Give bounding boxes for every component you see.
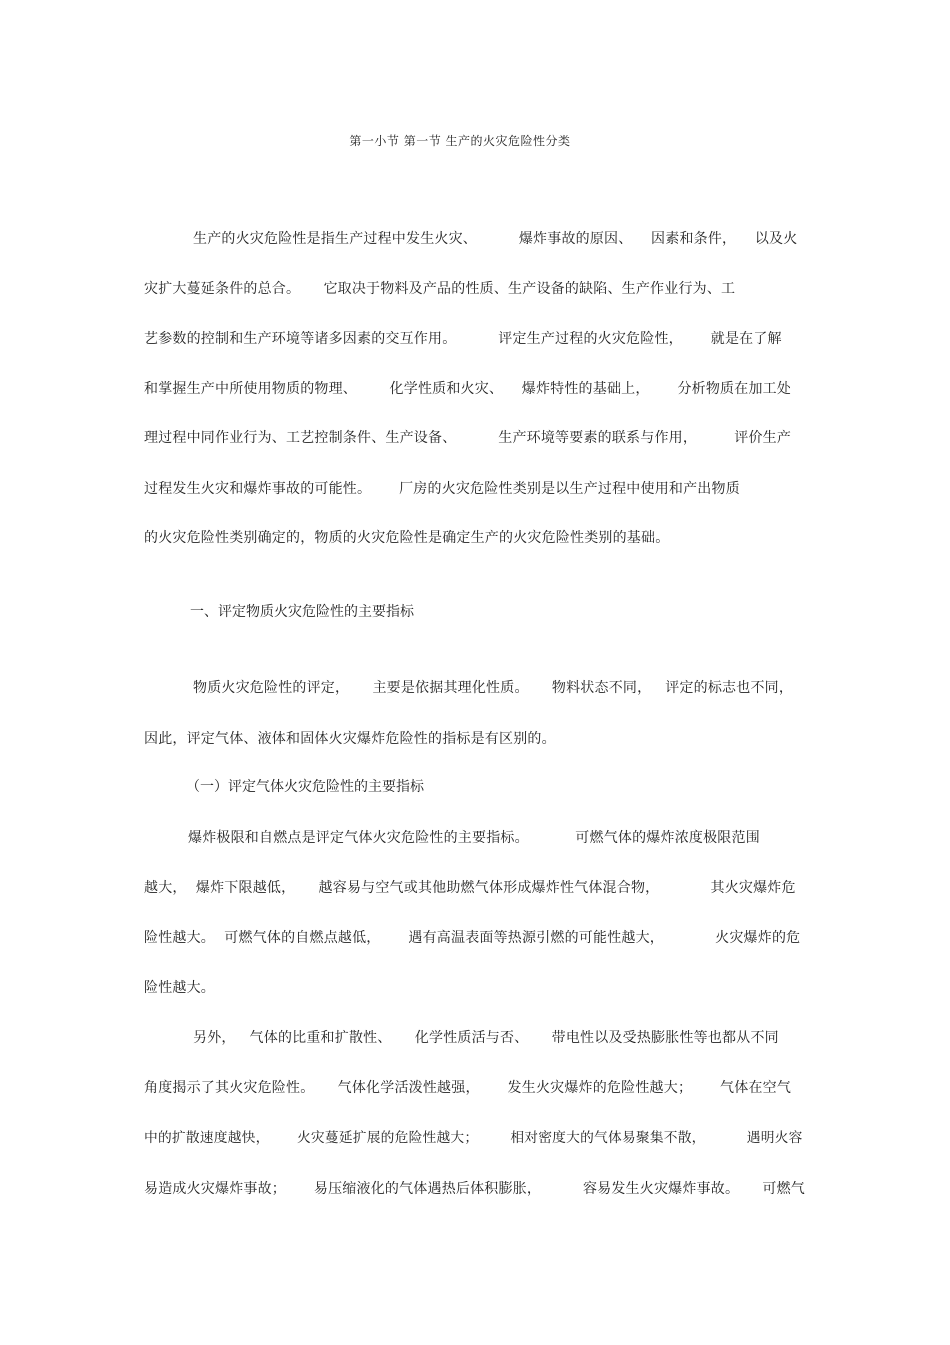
paragraph-line: 的火灾危险性类别确定的，物质的火灾危险性是确定生产的火灾危险性类别的基础。 bbox=[144, 530, 670, 546]
paragraph-line: 灾扩大蔓延条件的总合。 它取决于物料及产品的性质、生产设备的缺陷、生产作业行为、工 bbox=[144, 281, 736, 297]
paragraph-line: 艺参数的控制和生产环境等诸多因素的交互作用。 评定生产过程的火灾危险性， 就是在了解 bbox=[144, 331, 782, 347]
paragraph-line: 爆炸极限和自燃点是评定气体火灾危险性的主要指标。 可燃气体的爆炸浓度极限范围 bbox=[188, 830, 760, 846]
paragraph-line: 险性越大。 可燃气体的自燃点越低， 遇有高温表面等热源引燃的可能性越大， 火灾爆炸的危 bbox=[144, 930, 801, 946]
paragraph-line: 角度揭示了其火灾危险性。 气体化学活泼性越强， 发生火灾爆炸的危险性越大； 气体在空气 bbox=[144, 1080, 792, 1096]
paragraph-line: 和掌握生产中所使用物质的物理、 化学性质和火灾、 爆炸特性的基础上， 分析物质在加工处 bbox=[144, 381, 792, 397]
document-title: 第一小节 第一节 生产的火灾危险性分类 bbox=[349, 134, 571, 148]
section-heading: 一、评定物质火灾危险性的主要指标 bbox=[190, 604, 414, 620]
subsection-heading: （一）评定气体火灾危险性的主要指标 bbox=[186, 779, 424, 795]
paragraph-line: 易造成火灾爆炸事故； 易压缩液化的气体遇热后体积膨胀， 容易发生火灾爆炸事故。 可燃气 bbox=[144, 1181, 806, 1197]
paragraph-line: 理过程中同作业行为、工艺控制条件、生产设备、 生产环境等要素的联系与作用， 评价生产 bbox=[144, 430, 792, 446]
paragraph-line: 越大， 爆炸下限越低， 越容易与空气或其他助燃气体形成爆炸性气体混合物， 其火灾爆炸危 bbox=[144, 880, 796, 896]
paragraph-line: 另外， 气体的比重和扩散性、 化学性质活与否、 带电性以及受热膨胀性等也都从不同 bbox=[193, 1030, 779, 1046]
paragraph-line: 过程发生火灾和爆炸事故的可能性。 厂房的火灾危险性类别是以生产过程中使用和产出物质 bbox=[144, 481, 740, 497]
paragraph-line: 生产的火灾危险性是指生产过程中发生火灾、 爆炸事故的原因、 因素和条件， 以及火 bbox=[193, 231, 798, 247]
paragraph-line: 因此，评定气体、液体和固体火灾爆炸危险性的指标是有区别的。 bbox=[144, 731, 556, 747]
paragraph-line: 险性越大。 bbox=[144, 980, 215, 996]
paragraph-line: 物质火灾危险性的评定， 主要是依据其理化性质。 物料状态不同， 评定的标志也不同， bbox=[193, 680, 794, 696]
paragraph-line: 中的扩散速度越快， 火灾蔓延扩展的危险性越大； 相对密度大的气体易聚集不散， 遇明火容 bbox=[144, 1130, 803, 1146]
